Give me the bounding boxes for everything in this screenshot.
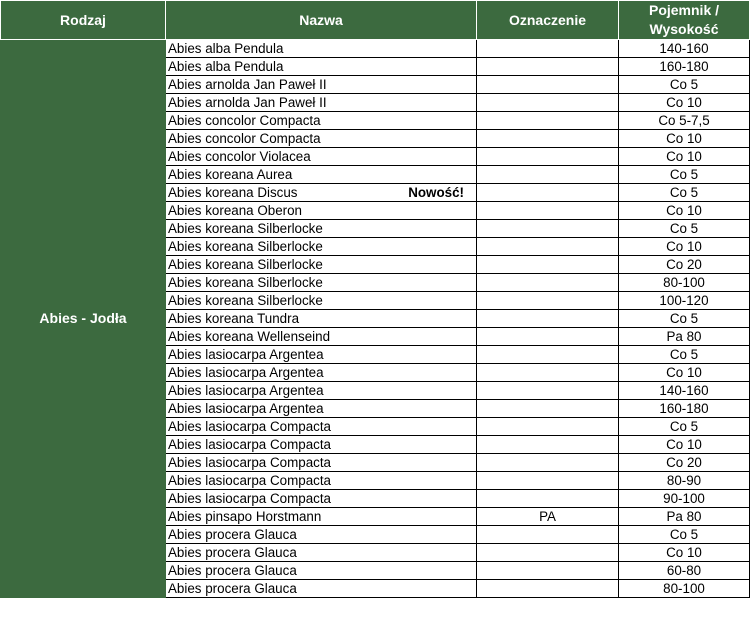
plant-name: Abies lasiocarpa Compacta <box>168 437 332 452</box>
pojemnik-cell: Pa 80 <box>619 328 750 346</box>
oznaczenie-cell <box>477 400 619 418</box>
pojemnik-cell: 160-180 <box>619 58 750 76</box>
plant-name: Abies procera Glauca <box>168 563 297 578</box>
name-cell <box>166 562 477 580</box>
oznaczenie-cell <box>477 40 619 58</box>
name-cell <box>166 148 477 166</box>
name-cell <box>166 292 477 310</box>
genus-cell: Abies - Jodła <box>1 40 166 598</box>
name-cell <box>166 184 477 202</box>
oznaczenie-cell <box>477 418 619 436</box>
plant-name: Abies koreana Silberlocke <box>168 221 323 236</box>
oznaczenie-cell <box>477 544 619 562</box>
pojemnik-cell: Co 5 <box>619 418 750 436</box>
plant-name: Abies koreana Silberlocke <box>168 257 323 272</box>
pojemnik-cell: 80-100 <box>619 580 750 598</box>
plant-name: Abies koreana Oberon <box>168 203 302 218</box>
pojemnik-cell: Co 20 <box>619 256 750 274</box>
oznaczenie-cell <box>477 436 619 454</box>
pojemnik-cell: 80-100 <box>619 274 750 292</box>
header-nazwa: Nazwa <box>166 1 477 40</box>
plant-name: Abies lasiocarpa Argentea <box>168 401 324 416</box>
oznaczenie-cell <box>477 202 619 220</box>
oznaczenie-cell <box>477 310 619 328</box>
name-cell <box>166 544 477 562</box>
name-cell <box>166 256 477 274</box>
name-cell <box>166 112 477 130</box>
oznaczenie-cell <box>477 562 619 580</box>
oznaczenie-cell <box>477 256 619 274</box>
pojemnik-cell: Co 5 <box>619 346 750 364</box>
name-cell <box>166 364 477 382</box>
plant-name: Abies lasiocarpa Compacta <box>168 455 332 470</box>
table-body <box>1 40 750 598</box>
plant-name: Abies alba Pendula <box>168 41 284 56</box>
header-row <box>1 1 750 40</box>
name-cell <box>166 382 477 400</box>
oznaczenie-cell <box>477 580 619 598</box>
oznaczenie-cell <box>477 454 619 472</box>
name-cell <box>166 490 477 508</box>
name-cell <box>166 310 477 328</box>
name-cell <box>166 436 477 454</box>
pojemnik-cell: 100-120 <box>619 292 750 310</box>
oznaczenie-cell <box>477 58 619 76</box>
pojemnik-cell: 160-180 <box>619 400 750 418</box>
plant-name: Abies lasiocarpa Compacta <box>168 491 332 506</box>
pojemnik-cell: Co 5 <box>619 220 750 238</box>
oznaczenie-cell <box>477 328 619 346</box>
name-cell <box>166 508 477 526</box>
pojemnik-cell: 90-100 <box>619 490 750 508</box>
plant-name: Abies koreana Wellenseind <box>168 329 331 344</box>
pojemnik-cell: Co 5 <box>619 310 750 328</box>
oznaczenie-cell: PA <box>477 508 619 526</box>
plant-name: Abies koreana Tundra <box>168 311 300 326</box>
name-cell <box>166 328 477 346</box>
name-cell <box>166 130 477 148</box>
table-row[interactable] <box>1 40 750 58</box>
plant-name: Abies procera Glauca <box>168 527 297 542</box>
pojemnik-cell: 140-160 <box>619 40 750 58</box>
pojemnik-cell: Co 20 <box>619 454 750 472</box>
plant-name: Abies procera Glauca <box>168 581 297 596</box>
plant-name: Abies koreana Silberlocke <box>168 239 323 254</box>
plant-name: Abies koreana Discus <box>168 185 298 200</box>
name-cell <box>166 94 477 112</box>
header-rodzaj: Rodzaj <box>1 1 166 40</box>
pojemnik-cell: Co 5 <box>619 76 750 94</box>
oznaczenie-cell <box>477 346 619 364</box>
pojemnik-cell: Co 10 <box>619 148 750 166</box>
name-cell <box>166 418 477 436</box>
plant-name: Abies concolor Violacea <box>168 149 311 164</box>
name-cell <box>166 220 477 238</box>
name-cell <box>166 400 477 418</box>
oznaczenie-cell <box>477 364 619 382</box>
plant-name: Abies koreana Aurea <box>168 167 293 182</box>
plant-name: Abies concolor Compacta <box>168 113 321 128</box>
oznaczenie-cell <box>477 130 619 148</box>
oznaczenie-cell <box>477 382 619 400</box>
name-cell <box>166 580 477 598</box>
plant-name: Abies pinsapo Horstmann <box>168 509 322 524</box>
pojemnik-cell: 140-160 <box>619 382 750 400</box>
plant-name: Abies arnolda Jan Paweł II <box>168 95 327 110</box>
name-cell <box>166 202 477 220</box>
plant-name: Abies lasiocarpa Argentea <box>168 365 324 380</box>
header-oznaczenie: Oznaczenie <box>477 1 619 40</box>
oznaczenie-cell <box>477 490 619 508</box>
name-cell <box>166 166 477 184</box>
pojemnik-cell: 60-80 <box>619 562 750 580</box>
oznaczenie-cell <box>477 148 619 166</box>
oznaczenie-cell <box>477 526 619 544</box>
name-cell <box>166 40 477 58</box>
pojemnik-cell: Co 5 <box>619 526 750 544</box>
pojemnik-cell: Co 5 <box>619 166 750 184</box>
pojemnik-cell: 80-90 <box>619 472 750 490</box>
header-pojemnik-line1: Pojemnik / <box>648 2 720 18</box>
pojemnik-cell: Pa 80 <box>619 508 750 526</box>
plant-name: Abies koreana Silberlocke <box>168 293 323 308</box>
pojemnik-cell: Co 10 <box>619 436 750 454</box>
name-cell <box>166 472 477 490</box>
name-cell <box>166 346 477 364</box>
pojemnik-cell: Co 10 <box>619 130 750 148</box>
header-pojemnik-line2: Wysokość <box>649 21 719 37</box>
new-badge: Nowość! <box>408 185 464 200</box>
plant-name: Abies procera Glauca <box>168 545 297 560</box>
oznaczenie-cell <box>477 472 619 490</box>
oznaczenie-cell <box>477 94 619 112</box>
pojemnik-cell: Co 5-7,5 <box>619 112 750 130</box>
name-cell <box>166 76 477 94</box>
oznaczenie-cell <box>477 112 619 130</box>
header-pojemnik <box>619 1 750 40</box>
pojemnik-cell: Co 5 <box>619 184 750 202</box>
name-cell <box>166 526 477 544</box>
oznaczenie-cell <box>477 220 619 238</box>
plant-name: Abies lasiocarpa Compacta <box>168 473 332 488</box>
plant-name: Abies lasiocarpa Argentea <box>168 383 324 398</box>
plant-name: Abies koreana Silberlocke <box>168 275 323 290</box>
plant-name: Abies lasiocarpa Compacta <box>168 419 332 434</box>
pojemnik-cell: Co 10 <box>619 94 750 112</box>
plant-name: Abies lasiocarpa Argentea <box>168 347 324 362</box>
oznaczenie-cell <box>477 274 619 292</box>
plant-name: Abies alba Pendula <box>168 59 284 74</box>
pojemnik-cell: Co 10 <box>619 364 750 382</box>
pojemnik-cell: Co 10 <box>619 238 750 256</box>
plant-name: Abies concolor Compacta <box>168 131 321 146</box>
oznaczenie-cell <box>477 292 619 310</box>
pojemnik-cell: Co 10 <box>619 202 750 220</box>
name-cell <box>166 58 477 76</box>
oznaczenie-cell <box>477 238 619 256</box>
name-cell <box>166 274 477 292</box>
oznaczenie-cell <box>477 76 619 94</box>
plant-name: Abies arnolda Jan Paweł II <box>168 77 327 92</box>
oznaczenie-cell <box>477 166 619 184</box>
name-cell <box>166 238 477 256</box>
oznaczenie-cell <box>477 184 619 202</box>
name-cell <box>166 454 477 472</box>
pojemnik-cell: Co 10 <box>619 544 750 562</box>
